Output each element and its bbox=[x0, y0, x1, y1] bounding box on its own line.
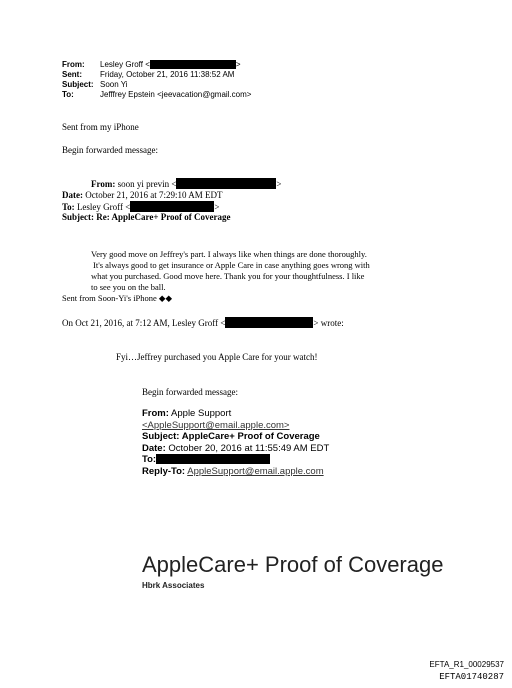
fwd2-date bbox=[142, 443, 329, 454]
reply-to-email-link[interactable]: AppleSupport@email.apple.com bbox=[187, 466, 324, 477]
associates-name: Hbrk Associates bbox=[142, 581, 205, 590]
subject-value: Soon Yi bbox=[100, 80, 128, 89]
fwd2-from-email bbox=[142, 420, 289, 431]
message-line-2: It's always good to get insurance or Apple Care in case anything goes wrong with bbox=[93, 260, 370, 270]
sent-value: Friday, October 21, 2016 11:38:52 AM bbox=[100, 70, 235, 79]
begin-forwarded-2: Begin forwarded message: bbox=[142, 387, 238, 397]
fwd2-to-label: To: bbox=[142, 454, 157, 465]
fwd1-date-value: October 21, 2016 at 7:29:10 AM EDT bbox=[85, 190, 223, 200]
fyi-line: Fyi…Jeffrey purchased you Apple Care for your watch! bbox=[116, 352, 318, 362]
fwd1-to: To: Lesley Groff < > bbox=[62, 202, 220, 212]
redaction-bar bbox=[176, 178, 276, 189]
message-line-1: Very good move on Jeffrey's part. I always like when things are done thoroughly. bbox=[91, 249, 367, 259]
fwd1-to-value: Lesley Groff < bbox=[76, 202, 131, 212]
header-from: From: Lesley Groff < > bbox=[62, 60, 241, 69]
header-subject bbox=[62, 80, 128, 90]
on-wrote-line: On Oct 21, 2016, at 7:12 AM, Lesley Groff < > wrote: bbox=[62, 318, 344, 328]
redaction-bar bbox=[150, 60, 236, 69]
redaction-bar bbox=[130, 201, 214, 212]
fwd1-date-label: Date: bbox=[62, 190, 83, 200]
fwd2-reply-label: Reply-To: bbox=[142, 466, 186, 477]
fwd1-subject-value: Re: AppleCare+ Proof of Coverage bbox=[96, 212, 231, 222]
header-to bbox=[62, 90, 251, 100]
to-label: To: bbox=[62, 90, 74, 99]
from-label: From: bbox=[62, 60, 85, 69]
fwd1-from: From: soon yi previn < > bbox=[91, 179, 282, 189]
fwd2-from bbox=[142, 408, 231, 419]
fwd2-date-label: Date: bbox=[142, 443, 166, 454]
to-value: Jefffrey Epstein <jeevacation@gmail.com> bbox=[100, 90, 252, 99]
fwd1-to-label: To: bbox=[62, 202, 75, 212]
redaction-bar bbox=[156, 454, 270, 464]
fwd2-subject bbox=[142, 431, 320, 442]
sent-label: Sent: bbox=[62, 70, 82, 79]
fwd2-from-label: From: bbox=[142, 408, 169, 419]
fwd2-subject-value: AppleCare+ Proof of Coverage bbox=[181, 431, 320, 442]
fwd1-subject-label: Subject: bbox=[62, 212, 94, 222]
fwd1-subject bbox=[62, 212, 231, 223]
message-line-4: to see you on the ball. bbox=[91, 282, 166, 292]
sent-from-soon-yi: Sent from Soon-Yi's iPhone ◆◆ bbox=[62, 293, 172, 303]
message-line-3: what you purchased. Good move here. Thank you for your thoughtfulness. I like bbox=[91, 271, 365, 281]
fwd1-from-label: From: bbox=[91, 179, 116, 189]
header-sent bbox=[62, 70, 234, 80]
bates-number-2: EFTA01740287 bbox=[439, 672, 504, 682]
fwd1-date bbox=[62, 190, 222, 201]
redaction-bar bbox=[225, 317, 313, 328]
sent-from-iphone: Sent from my iPhone bbox=[62, 122, 139, 132]
fwd2-to bbox=[142, 454, 270, 465]
apple-support-email-link[interactable]: <AppleSupport@email.apple.com> bbox=[142, 420, 290, 431]
subject-label: Subject: bbox=[62, 80, 94, 89]
fwd2-from-value: Apple Support bbox=[171, 408, 232, 419]
begin-forwarded-1: Begin forwarded message: bbox=[62, 145, 158, 155]
bates-number-1: EFTA_R1_00029537 bbox=[429, 660, 504, 669]
fwd2-date-value: October 20, 2016 at 11:55:49 AM EDT bbox=[168, 443, 330, 454]
fwd1-from-value: soon yi previn < bbox=[117, 179, 177, 189]
from-name: Lesley Groff < bbox=[100, 60, 150, 69]
fwd2-reply-to bbox=[142, 466, 324, 477]
coverage-title: AppleCare+ Proof of Coverage bbox=[142, 552, 444, 577]
fwd2-subject-label: Subject: bbox=[142, 431, 180, 442]
